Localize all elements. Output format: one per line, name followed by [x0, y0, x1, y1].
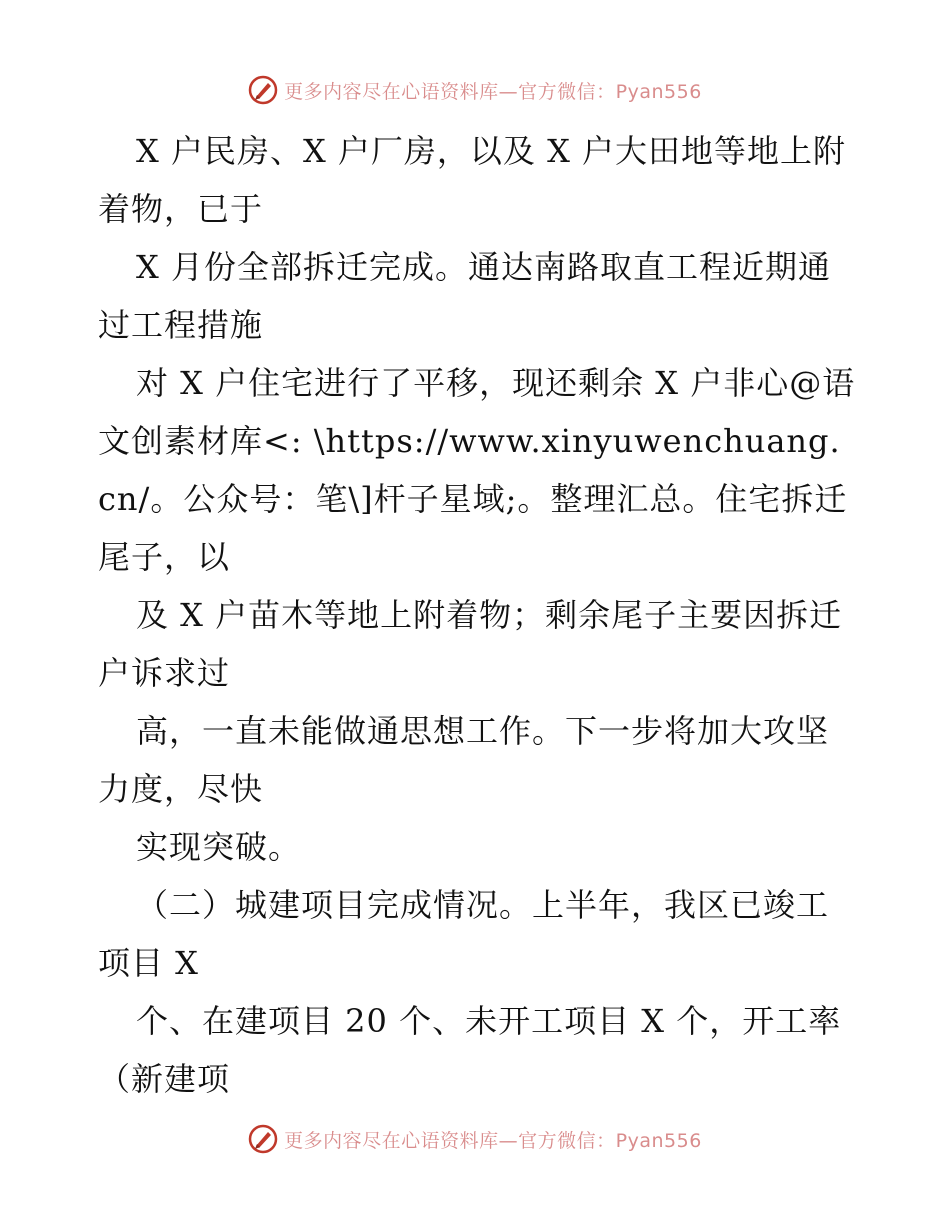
paragraph: X 月份全部拆迁完成。通达南路取直工程近期通过工程措施	[98, 248, 831, 344]
footer-watermark	[0, 1121, 950, 1157]
pen-logo-icon	[248, 1124, 278, 1154]
paragraph: （二）城建项目完成情况。上半年，我区已竣工项目 X	[98, 886, 830, 982]
paragraph: 实现突破。	[136, 828, 302, 866]
paragraph: 及 X 户苗木等地上附着物；剩余尾子主要因拆迁户诉求过	[98, 596, 843, 692]
paragraph: X 户民房、X 户厂房，以及 X 户大田地等地上附着物，已于	[98, 132, 847, 228]
watermark-text: 更多内容尽在心语资料库—官方微信：Pyan556	[284, 1129, 702, 1152]
paragraph: 个、在建项目 20 个、未开工项目 X 个，开工率（新建项	[98, 1002, 842, 1098]
watermark-text: 更多内容尽在心语资料库—官方微信：Pyan556	[284, 80, 702, 103]
paragraph: 对 X 户住宅进行了平移，现还剩余 X 户非心@语文创素材库<: \https://www.xinyuwenchuang.cn/。公众号：笔\]杆子星域;。整理汇总。住宅拆迁尾子，以	[98, 364, 856, 576]
pen-logo-icon	[248, 75, 278, 105]
document-body	[98, 122, 858, 1108]
paragraph: 高，一直未能做通思想工作。下一步将加大攻坚力度，尽快	[98, 712, 830, 808]
header-watermark	[0, 72, 950, 108]
